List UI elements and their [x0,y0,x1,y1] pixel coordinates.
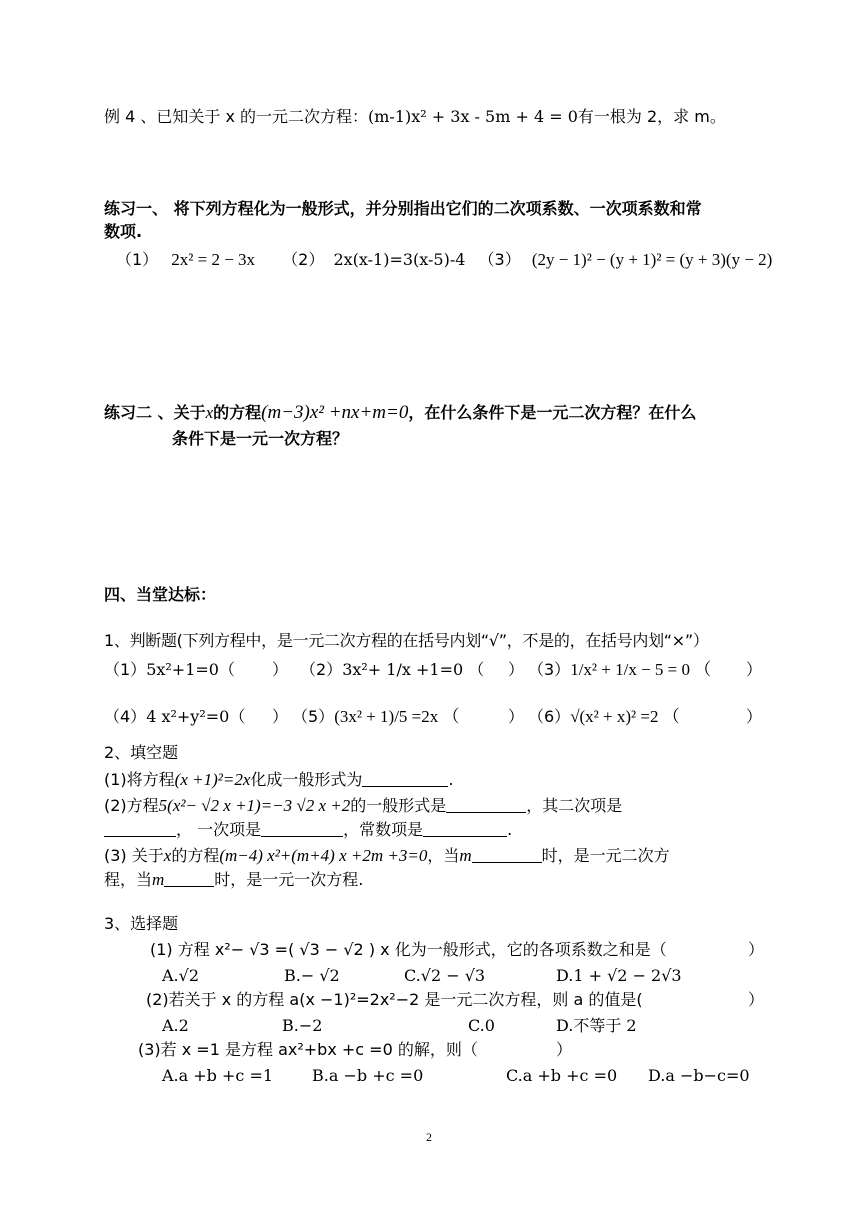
q2-item3b-prefix: 程，当 [104,870,153,889]
q2-item2-blank4[interactable] [423,820,507,837]
q2-item2-blank2[interactable] [104,820,176,837]
q3-item1-stem: (1) 方程 x²− √3 =( √3 − √2 ) x 化为一般形式，它的各项系数之和是（ [150,940,667,959]
q1-item1-close: ） [272,660,289,679]
q3-item3-close: ） [556,1040,573,1059]
q3-item3-option-a[interactable]: A.a +b +c =1 [162,1066,274,1085]
q2-item3-mid3: 时，是一元二次方 [541,846,670,865]
q2-item3-blank2[interactable] [164,870,214,887]
q2-item3 [104,846,670,866]
page-number: 2 [426,1130,432,1144]
example4-suffix: 有一根为 2，求 m。 [577,107,726,126]
q1-item3-label: （3） [528,660,571,679]
q2-item2b-sep1: ， 一次项是 [176,820,262,839]
practice1-item2-expr: 2x(x-1)=3(x-5)-4 [333,250,466,269]
q1-title: 1、判断题(下列方程中，是一元二次方程的在括号内划“√”，不是的，在括号内划“×”） [104,631,709,650]
q2-item1-end: . [448,770,454,789]
q1-item6 [528,707,680,727]
q2-item2b-end: . [507,820,513,839]
practice1-line2: 数项. [104,222,143,241]
practice1-line1: 练习一、 将下列方程化为一般形式，并分别指出它们的二次项系数、一次项系数和常 [104,199,702,218]
practice1-item1-expr: 2x² = 2 − 3x [171,250,256,269]
q3-item2-stem: (2)若关于 x 的方程 a(x −1)²=2x²−2 是一元二次方程，则 a 的值是( [146,990,643,1009]
q1-item2-expr: 3x²+ 1/x +1=0 （ [342,660,485,679]
q2-item3b-suffix: 时，是一元一次方程. [214,870,364,889]
q2-item2b [104,820,512,840]
q2-item3-blank1[interactable] [472,846,542,863]
q3-item3-option-b[interactable]: B.a −b +c =0 [312,1066,424,1085]
q2-item1-suffix: 化成一般形式为 [250,770,363,789]
practice1-item1-label: （1） [116,250,159,269]
q2-item2 [104,796,622,816]
q3-item2-option-b[interactable]: B.−2 [282,1016,323,1035]
q3-item3-option-d[interactable]: D.a −b−c=0 [648,1066,750,1085]
q1-item2-close: ） [508,660,525,679]
q3-item1-option-d[interactable]: D.1 + √2 − 2√3 [556,966,682,985]
q3-item1-close: ） [748,940,765,959]
practice1-item3-label: （3） [478,250,521,269]
q1-item5-label: （5） [292,707,335,726]
q2-item2-blank1[interactable] [446,796,526,813]
q3-item1-option-a[interactable]: A.√2 [162,966,200,985]
example4-line [104,107,726,127]
q1-item2-label: （2） [300,660,343,679]
practice2-line2: 条件下是一元一次方程？ [172,429,349,448]
q3-item2-option-a[interactable]: A.2 [162,1016,189,1035]
q1-item6-expr: √(x² + x)² =2 （ [570,707,680,726]
q3-item3-stem: (3)若 x =1 是方程 ax²+bx +c =0 的解，则（ [138,1040,478,1059]
q2-item2-mid: 的一般形式是 [350,796,447,815]
practice1-items [116,250,772,270]
q1-item4-close: ） [272,707,289,726]
q1-item1-label: （1） [104,660,147,679]
q1-item4 [104,707,245,727]
q2-item2-prefix: (2)方程 [104,796,159,815]
practice2-var: x [205,403,214,422]
q2-item2-blank3[interactable] [261,820,343,837]
q3-item1-option-c[interactable]: C.√2 − √3 [404,966,486,985]
q1-item1 [104,660,235,680]
practice2-line1 [104,403,696,423]
q2-item2-eq: 5(x²− √2 x +1)=−3 √2 x +2 [158,796,351,815]
q3-item2-option-c[interactable]: C.0 [468,1016,495,1035]
q3-item2-option-d[interactable]: D.不等于 2 [556,1016,637,1035]
q3-title: 3、选择题 [104,914,179,933]
q1-item5 [292,707,460,727]
q2-item3b [104,870,363,890]
q2-item3-eq: (m−4) x²+(m+4) x +2m +3=0 [219,846,428,865]
q2-item3-mid: 的方程 [171,846,220,865]
q2-item1-eq: (x +1)²=2x [174,770,251,789]
example4-prefix: 例 4 、已知关于 x 的一元二次方程： [104,107,368,126]
practice2-prefix: 练习二 、关于 [104,403,206,422]
q1-item5-close: ） [508,707,525,726]
q2-item3-mid2: ，当 [427,846,460,865]
q2-item1-prefix: (1)将方程 [104,770,175,789]
q2-item3b-var: m [152,870,165,889]
practice2-equation: (m−3)x² +nx+m=0 [261,402,409,423]
q2-item1-blank[interactable] [362,770,448,787]
q2-title: 2、填空题 [104,743,179,762]
q1-item3-close: ） [746,660,763,679]
q1-item4-label: （4） [104,707,147,726]
q2-item2b-sep2: ，常数项是 [343,820,424,839]
practice1-item2-label: （2） [282,250,325,269]
q3-item2-close: ） [748,990,765,1009]
q2-item1 [104,770,453,790]
q2-item3-prefix: (3) 关于 [104,846,164,865]
section4-title: 四、当堂达标： [104,585,217,604]
q1-item6-label: （6） [528,707,571,726]
q2-item3-var2: m [459,846,472,865]
q1-item6-close: ） [746,707,763,726]
q1-item5-expr: (3x² + 1)/5 =2x （ [334,707,460,726]
q3-item1-option-b[interactable]: B.− √2 [284,966,340,985]
q2-item3-var: x [163,846,172,865]
q1-item3-expr: 1/x² + 1/x − 5 = 0 （ [570,660,712,679]
practice1-item3-expr: (2y − 1)² − (y + 1)² = (y + 3)(y − 2) [531,250,773,269]
practice2-suffix: ，在什么条件下是一元二次方程？在什么 [408,403,697,422]
q1-item3 [528,660,711,680]
q1-item2 [300,660,484,680]
q3-item3-option-c[interactable]: C.a +b +c =0 [506,1066,618,1085]
example4-equation: (m-1)x² + 3x - 5m + 4 = 0 [368,107,578,126]
q1-item1-expr: 5x²+1=0（ [146,660,235,679]
practice2-mid: 的方程 [213,403,262,422]
q1-item4-expr: 4 x²+y²=0（ [146,707,246,726]
q2-item2-mid2: ，其二次项是 [526,796,623,815]
